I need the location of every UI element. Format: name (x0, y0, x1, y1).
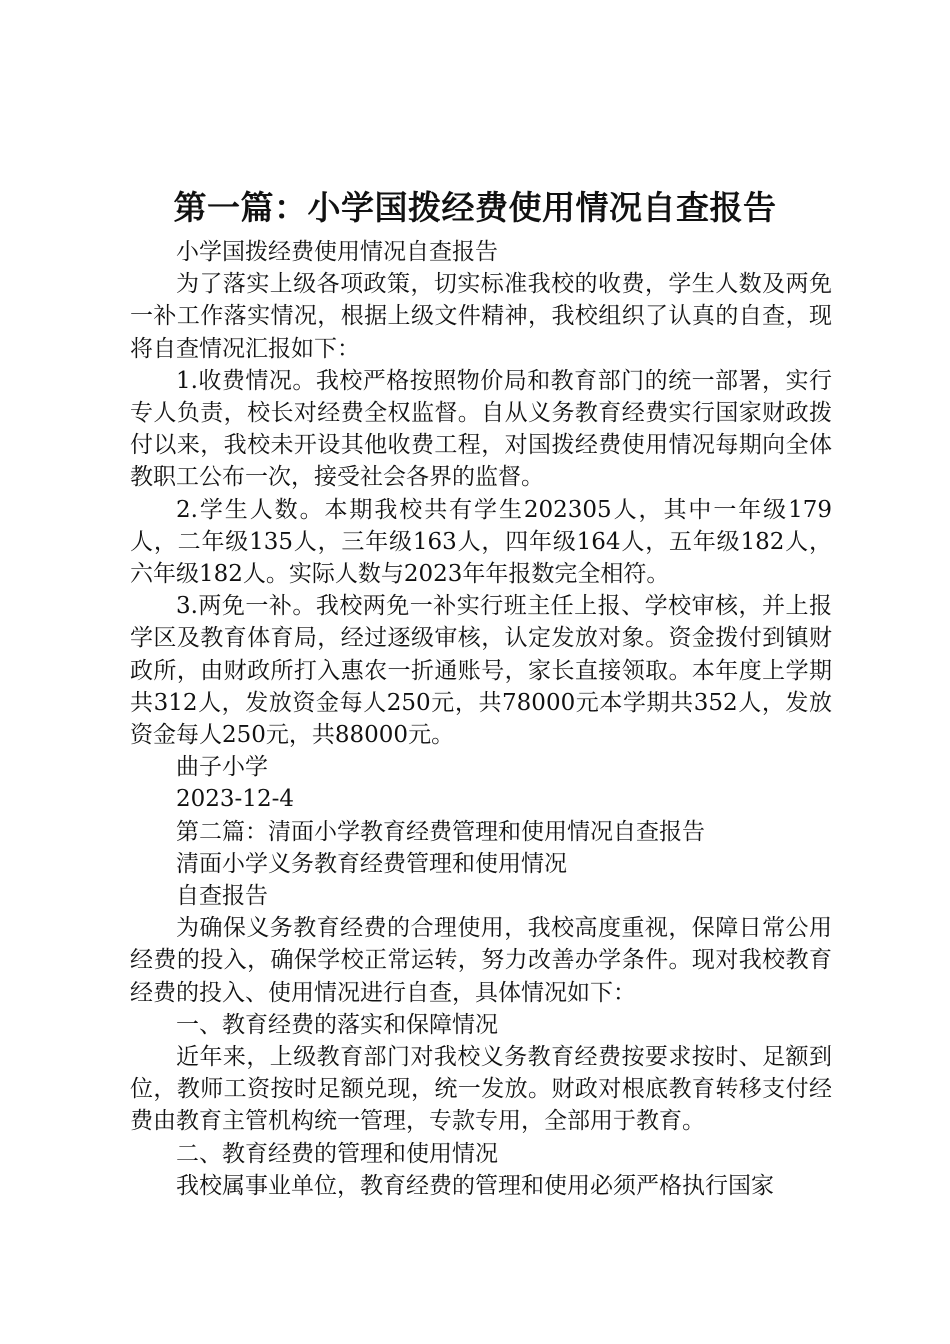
section-heading: 二、教育经费的管理和使用情况 (176, 1140, 498, 1167)
signature-date: 2023-12-4 (176, 786, 294, 813)
paragraph: 我校属事业单位，教育经费的管理和使用必须严格执行国家 (176, 1172, 774, 1199)
paragraph: 小学国拨经费使用情况自查报告 (176, 239, 498, 265)
paragraph: 2.学生人数。本期我校共有学生202305人，其中一年级179人，二年级135人，三年级163人，四年级164人，五年级182人，六年级182人。实际人数与2023年年报数完全相符。 (130, 496, 832, 588)
paragraph: 3.两免一补。我校两免一补实行班主任上报、学校审核，并上报学区及教育体育局，经过逐级审核，认定发放对象。资金拨付到镇财政所，由财政所打入惠农一折通账号，家长直接领取。本年度上学期共312人，发放资金每人250元，共78000元本学期共352人，发放资金每人250元，共88000元。 (130, 593, 832, 749)
subtitle: 清面小学义务教育经费管理和使用情况 (176, 850, 567, 877)
section-heading: 一、教育经费的落实和保障情况 (176, 1011, 498, 1038)
document-body (130, 236, 832, 1202)
paragraph: 1.收费情况。我校严格按照物价局和教育部门的统一部署，实行专人负责，校长对经费全权监督。自从义务教育经费实行国家财政拨付以来，我校未开设其他收费工程，对国拨经费使用情况每期向全体教职工公布一次，接受社会各界的监督。 (130, 367, 832, 491)
paragraph: 为确保义务教育经费的合理使用，我校高度重视，保障日常公用经费的投入，确保学校正常运转，努力改善办学条件。现对我校教育经费的投入、使用情况进行自查，具体情况如下： (130, 915, 832, 1006)
document-title: 第一篇：小学国拨经费使用情况自查报告 (173, 188, 777, 227)
signature-school: 曲子小学 (176, 754, 268, 781)
paragraph: 近年来，上级教育部门对我校义务教育经费按要求按时、足额到位，教师工资按时足额兑现，统一发放。财政对根底教育转移支付经费由教育主管机构统一管理，专款专用，全部用于教育。 (130, 1044, 832, 1135)
section-heading: 第二篇：清面小学教育经费管理和使用情况自查报告 (176, 818, 705, 845)
subtitle: 自查报告 (176, 883, 268, 910)
paragraph: 为了落实上级各项政策，切实标准我校的收费，学生人数及两免一补工作落实情况，根据上级文件精神，我校组织了认真的自查，现将自查情况汇报如下： (130, 271, 832, 362)
